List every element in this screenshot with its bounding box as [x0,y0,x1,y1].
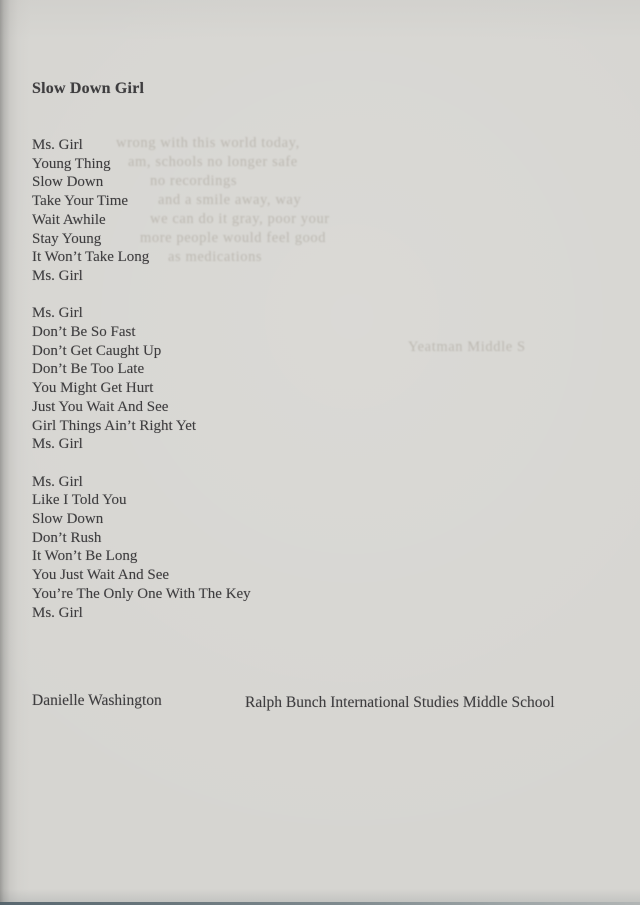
poem-line: Young Thing [32,155,111,172]
bleed-through-text: Yeatman Middle S [408,339,526,355]
poem-line: Don’t Rush [32,529,102,546]
author-name: Danielle Washington [32,692,162,709]
bleed-through-text: more people would feel good [140,230,327,246]
poem-line: You Might Get Hurt [32,380,154,397]
poem-line: Slow Down [32,511,104,528]
bleed-through-text: wrong with this world today, [116,135,300,151]
poem-line: Just You Wait And See [32,398,169,415]
poem-line: Ms. Girl [32,137,83,153]
poem-line: Stay Young [32,230,102,247]
poem-line: Don’t Be So Fast [32,324,136,341]
bleed-through-text: am, schools no longer safe [128,154,298,170]
poem-line: Ms. Girl [32,436,83,453]
page-left-edge-shadow [0,0,30,905]
poem-stanza [32,473,251,623]
poem-line: Take Your Time [32,193,129,210]
poem-line: Like I Told You [32,492,127,509]
poem-line: It Won’t Be Long [32,548,138,565]
poem-line: You’re The Only One With The Key [32,585,251,602]
bleed-through-text: and a smile away, way [158,192,302,208]
bleed-through-text: no recordings [150,173,238,189]
bleed-through-text: we can do it gray, poor your [150,211,330,227]
poem-title: Slow Down Girl [32,80,145,97]
poem-line: Slow Down [32,174,104,191]
poem-stanza [32,304,251,454]
poem-line: You Just Wait And See [32,567,170,584]
poem-line: Ms. Girl [32,267,83,284]
poem-line: It Won’t Take Long [32,249,150,266]
poem-body [32,136,251,641]
poem-line: Don’t Get Caught Up [32,342,162,359]
school-name: Ralph Bunch International Studies Middle School [245,694,555,711]
poem-line: Ms. Girl [32,473,83,490]
poem-stanza [32,136,251,286]
poem-line: Don’t Be Too Late [32,361,145,378]
poem-line: Wait Awhile [32,211,106,228]
poem-line: Ms. Girl [32,604,83,621]
poem-line: Girl Things Ain’t Right Yet [32,417,197,434]
bleed-through-text: as medications [168,249,263,265]
poem-line: Ms. Girl [32,305,83,322]
